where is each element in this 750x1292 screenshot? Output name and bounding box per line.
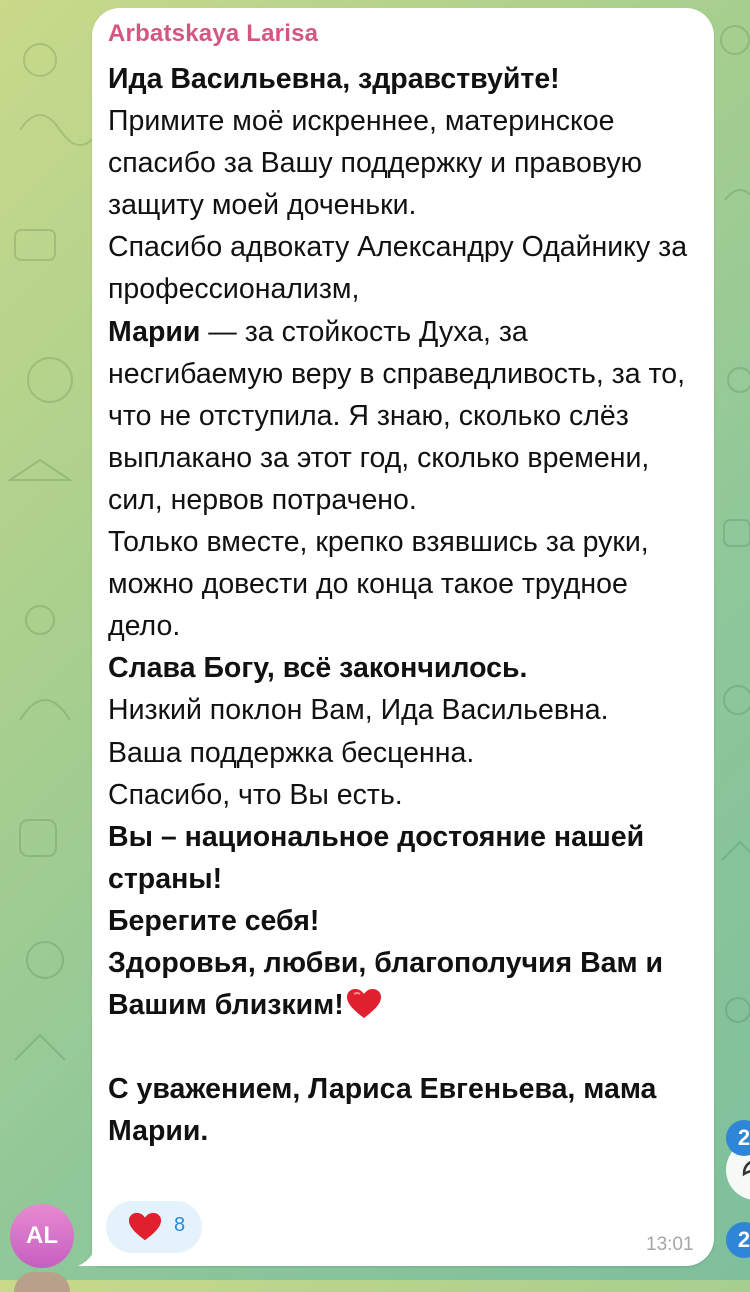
- message-paragraph: Вы – национальное достояние нашей страны!: [108, 820, 645, 895]
- message-paragraph: Слава Богу, всё закончилось.: [108, 652, 528, 685]
- message-paragraph: Спасибо, что Вы есть.: [108, 778, 403, 811]
- message-paragraph: [108, 311, 698, 521]
- unread-badge-bottom[interactable]: 2: [726, 1222, 750, 1258]
- message-paragraph: Ваша поддержка бесценна.: [108, 736, 475, 769]
- reaction-count: 8: [174, 1214, 186, 1236]
- bold-name: Марии: [108, 315, 201, 348]
- message-paragraph: С уважением, Лариса Евгеньева, мама Марии.: [108, 1073, 657, 1148]
- blank-line: [108, 1026, 698, 1068]
- message-paragraph: Ида Васильевна, здравствуйте!: [108, 63, 560, 95]
- sender-avatar[interactable]: AL: [10, 1204, 74, 1268]
- message-paragraph: Спасибо адвокату Александру Одайнику за профессионализм,: [108, 231, 688, 306]
- next-avatar[interactable]: [14, 1272, 70, 1292]
- message-paragraph: [108, 942, 698, 1026]
- message-paragraph: Берегите себя!: [108, 904, 320, 937]
- unread-badge-top[interactable]: 2: [726, 1120, 750, 1156]
- wish-text: Здоровья, любви, благополучия Вам и Вашим близким!: [108, 946, 664, 1022]
- message-time: 13:01: [646, 1234, 694, 1255]
- paragraph-rest: — за стойкость Духа, за несгибаемую веру в справедливость, за то, что не отступила. Я знаю, сколько слёз выплакано за этот год, сколько времени, сил, нервов потрачено.: [108, 315, 686, 516]
- heart-reaction-button[interactable]: [106, 1201, 202, 1253]
- sender-name[interactable]: Arbatskaya Larisa: [108, 20, 319, 47]
- bubble-tail: [78, 1236, 108, 1266]
- message-text: [108, 58, 698, 1152]
- message-paragraph: Низкий поклон Вам, Ида Васильевна.: [108, 694, 609, 727]
- heart-emoji-icon: [346, 988, 382, 1020]
- message-paragraph: Примите моё искреннее, материнское спасибо за Вашу поддержку и правовую защиту моей доченьки.: [108, 105, 642, 222]
- message-paragraph: Только вместе, крепко взявшись за руки, можно довести до конца такое трудное дело.: [108, 526, 649, 643]
- heart-icon: [128, 1211, 162, 1243]
